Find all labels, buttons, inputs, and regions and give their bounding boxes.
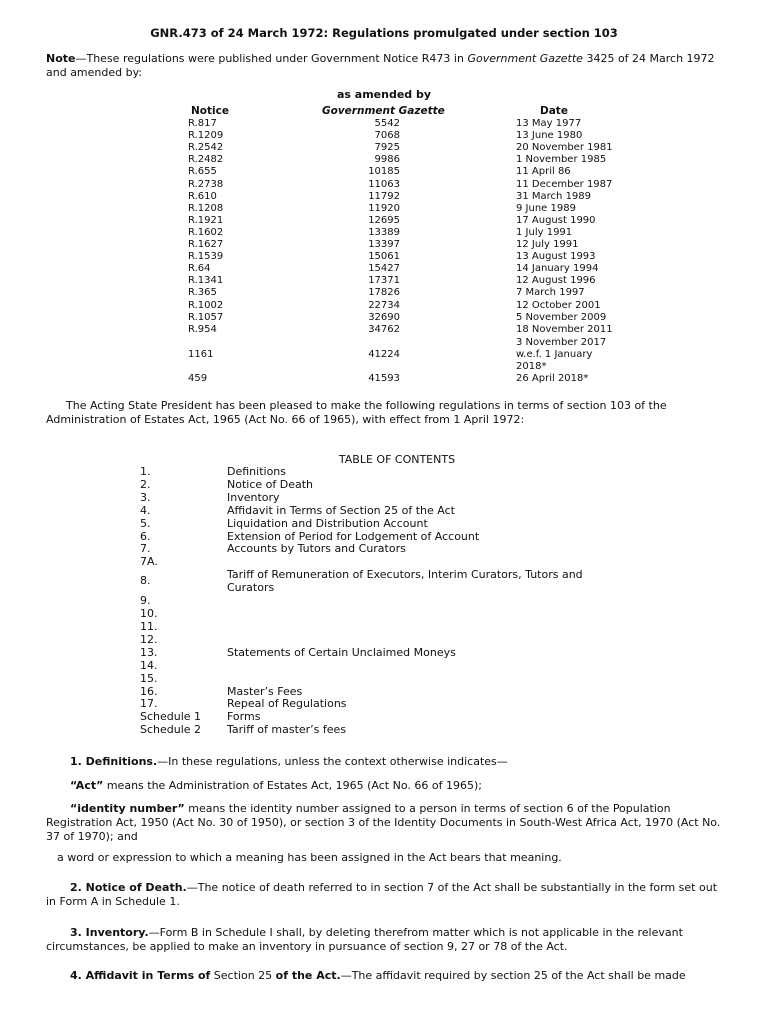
toc-item-label: Affidavit in Terms of Section 25 of the Act <box>227 503 455 517</box>
amendment-row-1161 <box>0 337 768 349</box>
amendment-date-line: 3 November 2017 <box>516 337 607 348</box>
amendment-row <box>0 275 768 287</box>
amendment-date: 7 March 1997 <box>516 287 585 299</box>
amendment-date: 17 August 1990 <box>516 214 596 226</box>
toc-item-number: 11. <box>140 620 158 633</box>
toc-item-number: 14. <box>140 658 158 672</box>
amendment-notice: R.2738 <box>188 178 224 190</box>
amendment-row-1161b <box>0 349 768 361</box>
toc-item-number: Schedule 2 <box>140 723 202 737</box>
section-3-heading: 3. Inventory. <box>70 926 149 939</box>
amendment-date: 13 August 1993 <box>516 251 596 263</box>
amendment-gazette: 5542 <box>374 118 400 129</box>
amendment-row <box>0 227 768 239</box>
amendment-notice: R.1057 <box>188 311 224 323</box>
definition-id-term: “identity number” <box>70 802 185 815</box>
amendment-gazette: 11792 <box>368 190 400 202</box>
amendment-gazette: 13397 <box>368 239 400 250</box>
amendment-gazette: 41224 <box>368 349 400 360</box>
section-3-text: —Form B in Schedule I shall, by deleting therefrom matter which is not applicable in the relevant circumstances, be applied to make an inventory in pursuance of section 9, 27 or 78 of the Act. <box>46 926 683 953</box>
toc-item-label: Extension of Period for Lodgement of Account <box>227 529 480 543</box>
amendment-date: 11 December 1987 <box>516 178 613 190</box>
definition-id-text: means the identity number assigned to a person in terms of section 6 of the Population Registration Act, 1950 (Act No. 30 of 1950), or section 3 of the Identity Documents in South-West Africa Act, 1970 (Act No. 37 of 1970); and <box>46 802 721 843</box>
toc-item-number: 9. <box>140 594 151 608</box>
amendment-gazette: 34762 <box>368 323 400 335</box>
amendment-gazette: 11920 <box>368 202 400 214</box>
col-header-gazette: Government Gazette <box>322 105 445 117</box>
toc-title: TABLE OF CONTENTS <box>338 453 456 466</box>
toc-item-label: Master’s Fees <box>227 684 303 698</box>
amendment-gazette: 9986 <box>374 154 400 166</box>
amendment-date-line: w.e.f. 1 January <box>516 349 593 360</box>
toc-item-label: Inventory <box>227 490 280 504</box>
amendment-gazette: 15061 <box>368 251 400 263</box>
toc-item-label: Notice of Death <box>227 477 314 491</box>
definition-act <box>70 779 730 793</box>
definition-act-term: “Act” <box>70 779 104 792</box>
section-1 <box>70 755 730 769</box>
toc-item-number: 3. <box>140 490 151 504</box>
amendment-row <box>0 312 768 324</box>
toc-item-label: Definitions <box>227 465 286 478</box>
amendment-date: 9 June 1989 <box>516 202 576 214</box>
amendment-row <box>0 154 768 166</box>
amendment-date: 1 July 1991 <box>516 226 573 238</box>
amendment-gazette: 17826 <box>368 287 400 299</box>
amendment-gazette: 12695 <box>368 214 400 226</box>
section-2-text: —The notice of death referred to in section 7 of the Act shall be substantially in the form set out in Form A in Schedule 1. <box>46 881 718 908</box>
amendment-notice: R.1341 <box>188 275 224 287</box>
amendment-row <box>0 300 768 312</box>
amendment-gazette: 41593 <box>368 373 400 384</box>
section-2 <box>46 881 726 909</box>
amendment-gazette: 15427 <box>368 263 400 275</box>
amendment-row <box>0 118 768 130</box>
amendment-notice: R.610 <box>188 190 217 202</box>
toc-item-label: Repeal of Regulations <box>227 697 347 711</box>
amendment-row <box>0 287 768 299</box>
amendment-date: 5 November 2009 <box>516 311 607 323</box>
toc-item-number: 15. <box>140 671 158 685</box>
definition-act-text: means the Administration of Estates Act, 1965 (Act No. 66 of 1965); <box>103 779 482 792</box>
note-text-1: —These regulations were published under Government Notice R473 in <box>75 52 468 65</box>
section-4-mid: Section 25 <box>210 969 276 982</box>
amendment-date: 31 March 1989 <box>516 190 592 202</box>
toc-item-number: 7A. <box>140 555 158 569</box>
amendment-date: 1 November 1985 <box>516 154 607 166</box>
amendment-date: 13 May 1977 <box>516 118 582 129</box>
amendment-gazette: 7925 <box>374 142 400 154</box>
amendment-notice: R.1602 <box>188 226 224 238</box>
amendment-date: 12 August 1996 <box>516 275 596 287</box>
note-text-2: 3425 of 24 March 1972 and amended by: <box>46 52 715 79</box>
amendment-notice: R.64 <box>188 263 211 275</box>
amendment-row <box>0 142 768 154</box>
amendment-notice: R.1002 <box>188 299 224 311</box>
amendment-date: 13 June 1980 <box>516 130 583 142</box>
toc-item-number: 8. <box>140 574 151 588</box>
amendment-row <box>0 179 768 191</box>
toc-item-label: Statements of Certain Unclaimed Moneys <box>227 645 456 659</box>
toc-item-number: 12. <box>140 632 158 646</box>
col-header-notice: Notice <box>191 105 229 117</box>
toc-item-number: 2. <box>140 477 151 491</box>
note-paragraph <box>46 52 726 80</box>
amendment-gazette: 11063 <box>368 178 400 190</box>
section-1-text: —In these regulations, unless the context otherwise indicates— <box>157 755 508 768</box>
amendment-row <box>0 130 768 142</box>
amendment-date-line: 2018* <box>516 361 547 372</box>
amendment-notice: R.365 <box>188 287 217 299</box>
amendment-date: 18 November 2011 <box>516 323 613 335</box>
note-label: Note <box>46 52 76 65</box>
amendment-notice: R.817 <box>188 118 217 129</box>
amendment-row <box>0 263 768 275</box>
intro-paragraph: The Acting State President has been pleased to make the following regulations in terms of section 103 of the Administration of Estates Act, 1965 (Act No. 66 of 1965), with effect from 1 April 1972: <box>46 399 667 426</box>
amendment-gazette: 7068 <box>374 130 400 142</box>
amendment-notice: R.2482 <box>188 154 224 166</box>
amendment-date: 12 July 1991 <box>516 239 579 250</box>
section-3 <box>46 926 726 954</box>
section-4-text: —The affidavit required by section 25 of the Act shall be made <box>340 969 686 982</box>
amendment-row <box>0 191 768 203</box>
amendment-row <box>0 239 768 251</box>
amendment-gazette: 22734 <box>368 299 400 311</box>
note-gazette: Government Gazette <box>467 52 583 65</box>
section-4-heading: 4. Affidavit in Terms of <box>70 969 211 982</box>
toc-item-number: 10. <box>140 607 158 621</box>
amendment-date: 26 April 2018* <box>516 373 589 384</box>
amendment-row <box>0 203 768 215</box>
amendment-notice: R.954 <box>188 323 217 335</box>
toc-item-label: Tariff of Remuneration of Executors, Interim Curators, Tutors and Curators <box>227 568 583 595</box>
toc-item-number: 16. <box>140 684 158 698</box>
amendment-row <box>0 166 768 178</box>
amendment-date: 14 January 1994 <box>516 263 599 275</box>
toc-item-label: Liquidation and Distribution Account <box>227 516 428 530</box>
amendment-date: 12 October 2001 <box>516 299 601 311</box>
definition-identity-number <box>46 802 726 844</box>
toc-item-label: Tariff of master’s fees <box>227 723 347 737</box>
amendment-row <box>0 324 768 336</box>
toc-item-number: Schedule 1 <box>140 710 202 724</box>
section-4-heading-2: of the Act. <box>275 969 341 982</box>
amendment-notice: 459 <box>188 373 208 384</box>
section-4 <box>70 969 730 983</box>
toc-item-number: 1. <box>140 465 151 478</box>
document-title: GNR.473 of 24 March 1972: Regulations promulgated under section 103 <box>150 26 618 40</box>
toc-item-number: 6. <box>140 529 151 543</box>
toc-item-number: 17. <box>140 697 158 711</box>
toc-item-number: 13. <box>140 645 158 659</box>
definition-general: a word or expression to which a meaning has been assigned in the Act bears that meaning. <box>57 851 562 864</box>
section-1-heading: 1. Definitions. <box>70 755 158 768</box>
amendment-notice: R.1921 <box>188 214 224 226</box>
amendment-gazette: 17371 <box>368 275 400 287</box>
toc-item-label: Forms <box>227 710 261 724</box>
amendment-notice: 1161 <box>188 349 214 360</box>
amendment-notice: R.655 <box>188 166 217 178</box>
toc-item-number: 5. <box>140 516 151 530</box>
amendment-date: 20 November 1981 <box>516 142 613 154</box>
col-header-date: Date <box>540 105 568 117</box>
amendment-notice: R.1209 <box>188 130 224 142</box>
toc-item-number: 4. <box>140 503 151 517</box>
amendment-gazette: 32690 <box>368 311 400 323</box>
amendment-notice: R.1627 <box>188 239 224 250</box>
amendment-row <box>0 251 768 263</box>
amendment-row-459 <box>0 373 768 385</box>
toc-item-number: 7. <box>140 542 151 556</box>
toc-item-label: Accounts by Tutors and Curators <box>227 542 406 556</box>
amendment-row <box>0 215 768 227</box>
amendment-notice: R.2542 <box>188 142 224 154</box>
amendment-row-1161c <box>0 361 768 373</box>
amended-heading: as amended by <box>336 88 432 101</box>
amendment-gazette: 10185 <box>368 166 400 178</box>
amendment-notice: R.1208 <box>188 202 224 214</box>
amendment-date: 11 April 86 <box>516 166 571 178</box>
amendment-notice: R.1539 <box>188 251 224 263</box>
amendment-gazette: 13389 <box>368 226 400 238</box>
section-2-heading: 2. Notice of Death. <box>70 881 187 894</box>
